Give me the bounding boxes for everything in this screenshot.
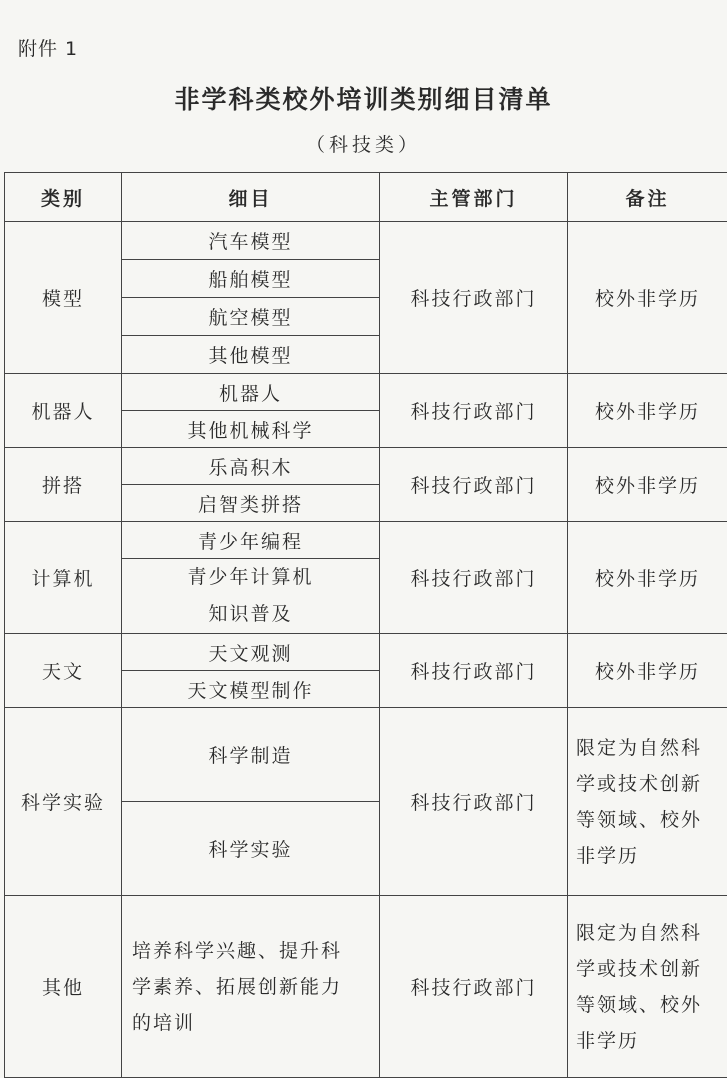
column-header-note: 备注 [568,173,727,222]
department-cell: 科技行政部门 [380,708,568,896]
note-cell [568,708,727,896]
note-line: 等领域、校外 [576,987,721,1023]
table-header-row [5,173,727,222]
item-cell: 科学实验 [122,802,380,896]
category-table [4,172,727,1078]
note-line: 非学历 [576,838,721,874]
column-header-items: 细目 [122,173,380,222]
note-line: 学或技术创新 [576,766,721,802]
item-line: 学素养、拓展创新能力 [132,969,373,1005]
document-title: 非学科类校外培训类别细目清单 [0,80,727,116]
item-line: 知识普及 [122,596,379,633]
department-cell: 科技行政部门 [380,522,568,634]
table-row [5,222,727,260]
note-cell: 校外非学历 [568,374,727,448]
document-subtitle: （科技类） [0,130,727,157]
table-row [5,896,727,1078]
department-cell: 科技行政部门 [380,222,568,374]
item-cell: 乐高积木 [122,448,380,485]
category-cell: 科学实验 [5,708,122,896]
category-cell: 拼搭 [5,448,122,522]
column-header-department: 主管部门 [380,173,568,222]
category-cell: 机器人 [5,374,122,448]
department-cell: 科技行政部门 [380,374,568,448]
note-cell: 校外非学历 [568,634,727,708]
category-cell: 其他 [5,896,122,1078]
table-row [5,522,727,559]
item-cell: 科学制造 [122,708,380,802]
department-cell: 科技行政部门 [380,896,568,1078]
department-cell: 科技行政部门 [380,634,568,708]
note-line: 非学历 [576,1023,721,1059]
attachment-label: 附件 1 [18,34,78,61]
table-row [5,708,727,802]
column-header-category: 类别 [5,173,122,222]
category-cell: 天文 [5,634,122,708]
note-line: 等领域、校外 [576,802,721,838]
item-cell: 航空模型 [122,298,380,336]
item-cell: 天文模型制作 [122,671,380,708]
note-cell: 校外非学历 [568,448,727,522]
item-line: 的培训 [132,1005,373,1041]
item-cell: 青少年编程 [122,522,380,559]
table-row [5,374,727,411]
note-cell [568,896,727,1078]
item-cell: 天文观测 [122,634,380,671]
item-cell [122,896,380,1078]
note-line: 学或技术创新 [576,951,721,987]
item-line: 培养科学兴趣、提升科 [132,933,373,969]
category-cell: 计算机 [5,522,122,634]
note-line: 限定为自然科 [576,730,721,766]
note-cell: 校外非学历 [568,222,727,374]
item-cell [122,559,380,634]
item-line: 青少年计算机 [122,559,379,596]
item-cell: 其他机械科学 [122,411,380,448]
department-cell: 科技行政部门 [380,448,568,522]
item-cell: 汽车模型 [122,222,380,260]
table-row [5,448,727,485]
item-cell: 其他模型 [122,336,380,374]
item-cell: 船舶模型 [122,260,380,298]
category-cell: 模型 [5,222,122,374]
item-cell: 启智类拼搭 [122,485,380,522]
note-line: 限定为自然科 [576,915,721,951]
table-row [5,634,727,671]
note-cell: 校外非学历 [568,522,727,634]
item-cell: 机器人 [122,374,380,411]
